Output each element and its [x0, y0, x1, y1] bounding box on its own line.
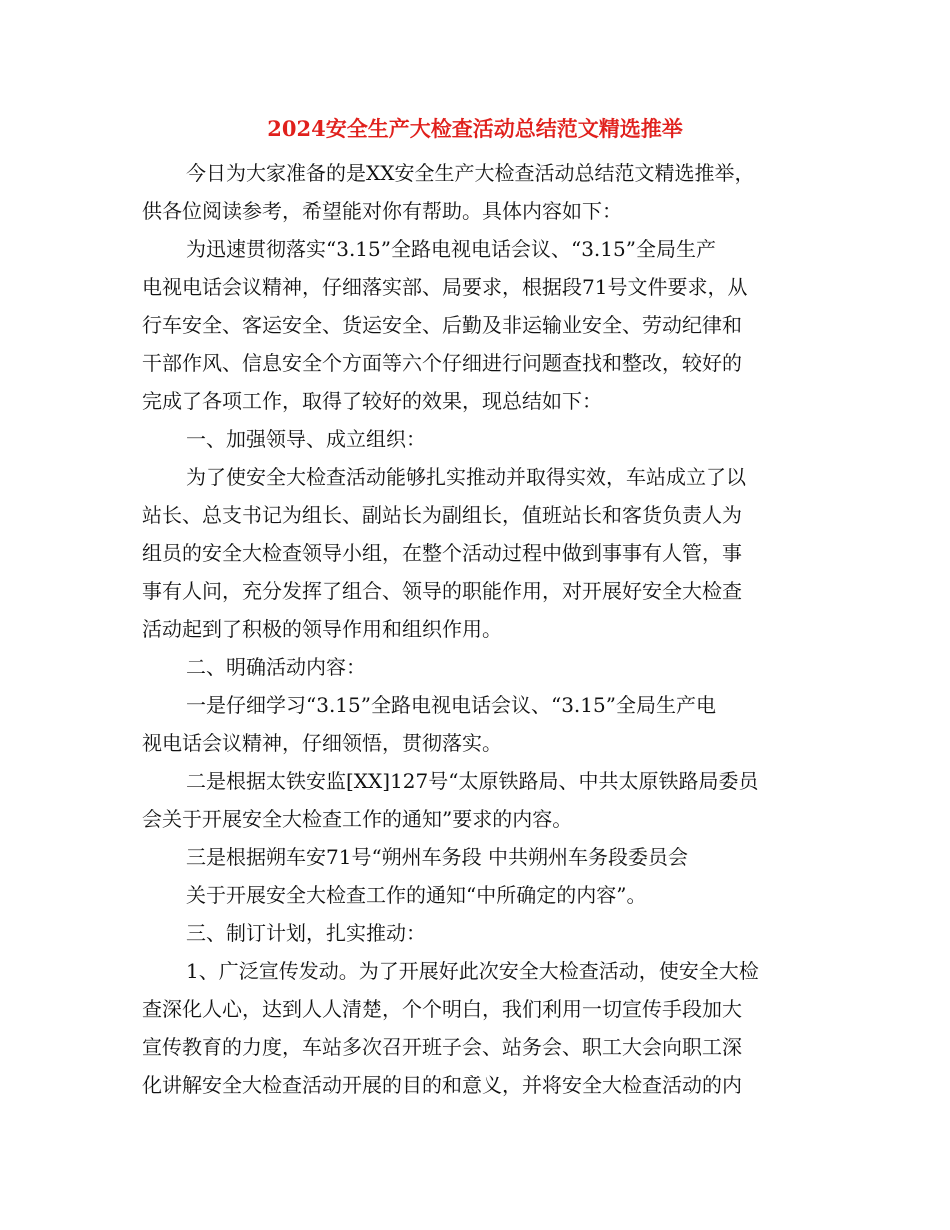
text-line: 1、广泛宣传发动。为了开展好此次安全大检查活动，使安全大检	[186, 959, 759, 983]
text-line: 会关于开展安全大检查工作的通知”要求的内容。	[142, 807, 573, 831]
text-line: 宣传教育的力度，车站多次召开班子会、站务会、职工大会向职工深	[142, 1035, 742, 1059]
text-line: 三是根据朔车安71号“朔州车务段 中共朔州车务段委员会	[186, 845, 689, 869]
text-line: 完成了各项工作，取得了较好的效果，现总结如下：	[142, 389, 602, 413]
text-line: 为了使安全大检查活动能够扎实推动并取得实效，车站成立了以	[186, 465, 746, 489]
text-line: 化讲解安全大检查活动开展的目的和意义，并将安全大检查活动的内	[142, 1073, 742, 1097]
text-line: 供各位阅读参考，希望能对你有帮助。具体内容如下：	[142, 199, 622, 223]
text-line: 活动起到了积极的领导作用和组织作用。	[142, 617, 502, 641]
section-heading: 一、加强领导、成立组织：	[186, 427, 426, 451]
text-line: 关于开展安全大检查工作的通知“中所确定的内容”。	[186, 883, 647, 907]
text-line: 电视电话会议精神，仔细落实部、局要求，根据段71号文件要求，从	[142, 275, 748, 299]
text-line: 组员的安全大检查领导小组，在整个活动过程中做到事事有人管，事	[142, 541, 742, 565]
section-heading: 三、制订计划，扎实推动：	[186, 921, 426, 945]
document-title: 2024安全生产大检查活动总结范文精选推举	[267, 116, 683, 141]
text-line: 查深化人心，达到人人清楚，个个明白，我们利用一切宣传手段加大	[142, 997, 742, 1021]
text-line: 一是仔细学习“3.15”全路电视电话会议、“3.15”全局生产电	[186, 693, 716, 717]
text-line: 事有人问，充分发挥了组合、领导的职能作用，对开展好安全大检查	[142, 579, 742, 603]
text-line: 视电话会议精神，仔细领悟，贯彻落实。	[142, 731, 502, 755]
text-line: 为迅速贯彻落实“3.15”全路电视电话会议、“3.15”全局生产	[186, 237, 716, 261]
text-line: 二是根据太铁安监[XX]127号“太原铁路局、中共太原铁路局委员	[186, 769, 759, 793]
text-line: 干部作风、信息安全个方面等六个仔细进行问题查找和整改，较好的	[142, 351, 742, 375]
text-line: 行车安全、客运安全、货运安全、后勤及非运输业安全、劳动纪律和	[142, 313, 742, 337]
document-body	[142, 154, 802, 1104]
text-line: 今日为大家准备的是XX安全生产大检查活动总结范文精选推举，	[186, 161, 755, 185]
section-heading: 二、明确活动内容：	[186, 655, 366, 679]
text-line: 站长、总支书记为组长、副站长为副组长，值班站长和客货负责人为	[142, 503, 742, 527]
